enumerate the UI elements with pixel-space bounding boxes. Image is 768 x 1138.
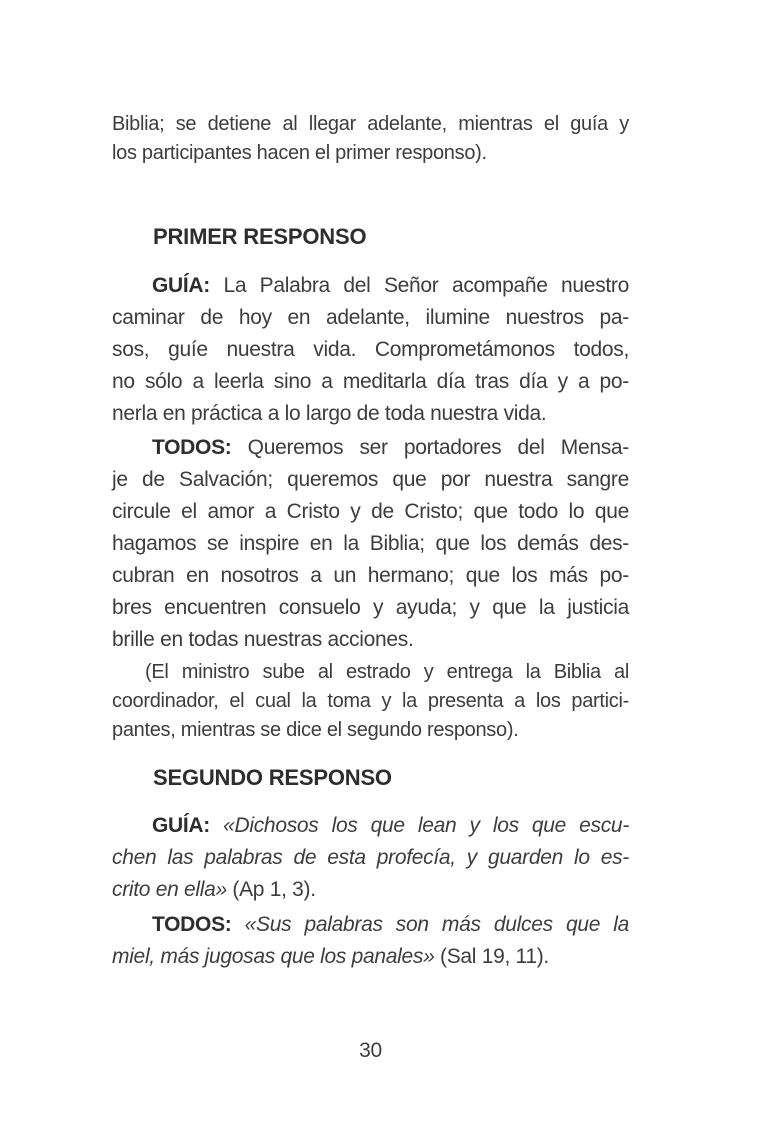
text-line: brille en todas nuestras acciones. (112, 628, 414, 651)
line-text: La Palabra del Señor acompañe nuestro (223, 274, 629, 297)
text-line: Biblia; se detiene al llegar adelante, mientras el guía y (112, 113, 629, 135)
text-line: sos, guíe nuestra vida. Comprometámonos todos, (112, 338, 629, 361)
text-line (112, 874, 629, 906)
text-line: circule el amor a Cristo y de Cristo; que todo lo que (112, 500, 629, 523)
text-line: hagamos se inspire en la Biblia; que los demás des- (112, 532, 629, 555)
rubric-paragraph-continuation (112, 110, 629, 168)
todos-paragraph-2 (112, 909, 629, 973)
todos-paragraph-1 (112, 432, 629, 656)
text-line: caminar de hoy en adelante, ilumine nuestros pa- (112, 306, 629, 329)
text-line: coordinador, el cual la toma y la presenta a los partici- (112, 690, 629, 712)
text-column (112, 110, 629, 973)
text-line: cubran en nosotros a un hermano; que los más po- (112, 564, 629, 587)
text-line (112, 842, 629, 874)
scripture-quote: «Sus palabras son más dulces que la (244, 913, 629, 936)
guia-paragraph-1 (112, 270, 629, 430)
text-line (112, 941, 629, 973)
text-line (112, 909, 629, 941)
text-line: bres encuentren consuelo y ayuda; y que la justicia (112, 596, 629, 619)
scripture-quote: «Dichosos los que lean y los que escu- (223, 814, 630, 837)
text-line: nerla en práctica a lo largo de toda nuestra vida. (112, 402, 547, 425)
text-line: je de Salvación; queremos que por nuestra sangre (112, 468, 629, 491)
scripture-reference: (Ap 1, 3). (232, 878, 316, 901)
text-line (112, 810, 629, 842)
scripture-reference: (Sal 19, 11). (440, 945, 549, 968)
text-line: los participantes hacen el primer responso). (112, 142, 487, 164)
scripture-quote: miel, más jugosas que los panales» (112, 945, 441, 968)
text-line: (El ministro sube al estrado y entrega la Biblia al (145, 661, 629, 683)
guia-paragraph-2 (112, 810, 629, 906)
page-number: 30 (359, 1039, 382, 1062)
speaker-label-guia: GUÍA: (152, 814, 224, 837)
text-line (112, 432, 629, 464)
speaker-label-guia: GUÍA: (152, 274, 224, 297)
speaker-label-todos: TODOS: (152, 913, 245, 936)
rubric-paragraph-ministro (112, 658, 629, 745)
section-heading-primer-responso: PRIMER RESPONSO (153, 224, 367, 249)
speaker-label-todos: TODOS: (152, 436, 248, 459)
scripture-quote: crito en ella» (112, 878, 233, 901)
scripture-quote: chen las palabras de esta profecía, y guarden lo es- (112, 846, 629, 869)
text-line (112, 270, 629, 302)
line-text: Queremos ser portadores del Mensa- (247, 436, 629, 459)
text-line: no sólo a leerla sino a meditarla día tras día y a po- (112, 370, 629, 393)
text-line: pantes, mientras se dice el segundo responso). (112, 719, 519, 741)
section-heading-segundo-responso: SEGUNDO RESPONSO (153, 765, 392, 790)
